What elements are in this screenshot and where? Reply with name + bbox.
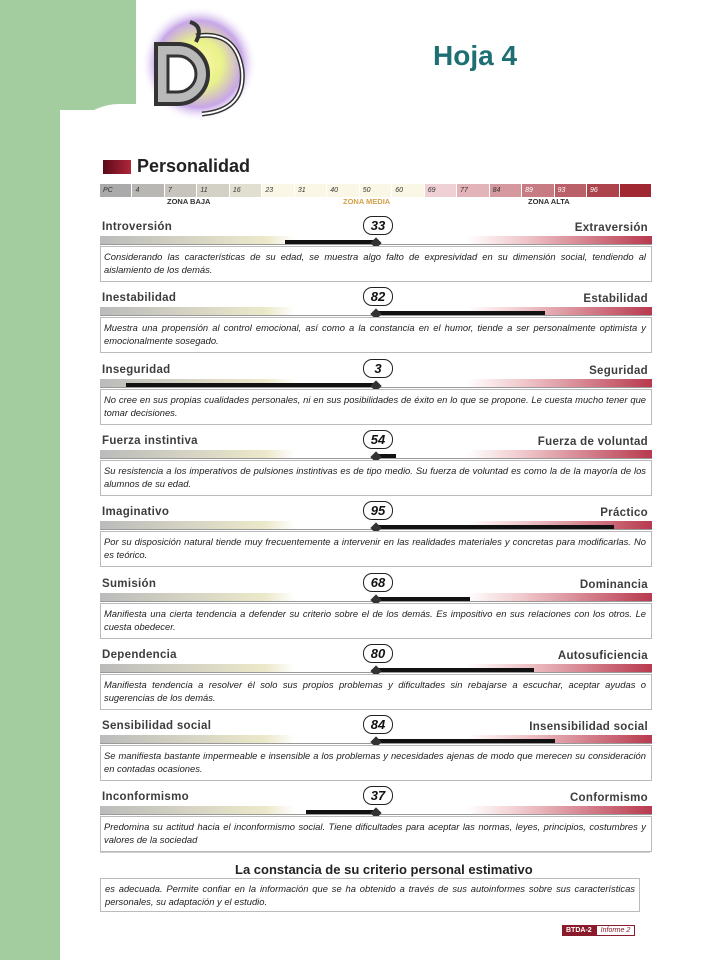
high-pole-bar	[467, 379, 652, 387]
trait-description: Manifiesta tendencia a resolver él solo sus propios problemas y dificultades sin rebajarse a escuchar, aceptar ayudas o sugerencias de los demás.	[104, 678, 646, 703]
score-line	[376, 597, 470, 601]
logo-icon	[138, 6, 260, 128]
low-pole-label: Dependencia	[102, 648, 177, 661]
section-title: Personalidad	[137, 156, 251, 176]
high-pole-label: Extraversión	[574, 222, 648, 234]
score-badge: 95	[363, 501, 393, 520]
percentile-cell: 89	[522, 184, 554, 197]
trait-description: Se manifiesta bastante impermeable e insensible a los problemas y necesidades ajenas de modo que merecen su consideración en contadas ocasiones.	[104, 750, 646, 775]
low-pole-bar	[100, 307, 295, 315]
high-pole-label: Conformismo	[569, 792, 648, 805]
score-badge: 82	[363, 287, 393, 306]
top-green-band	[60, 0, 136, 110]
percentile-strip	[100, 184, 652, 197]
high-pole-label: Seguridad	[589, 364, 648, 377]
score-badge: 84	[363, 715, 393, 734]
low-pole-bar	[100, 806, 295, 814]
percentile-cell: 4	[132, 184, 164, 197]
zone-low-label: ZONA BAJA	[167, 197, 211, 206]
section-header	[103, 156, 250, 177]
score-line	[376, 311, 545, 315]
high-pole-bar	[467, 806, 652, 814]
trait-row	[100, 503, 652, 577]
percentile-cell	[620, 184, 652, 197]
score-badge: 3	[363, 359, 393, 378]
trait-description: No cree en sus propias cualidades personales, ni en sus posibilidades de éxito en lo que se propone. Le cuesta mucho tener que tomar decisiones.	[104, 393, 646, 418]
low-pole-bar	[100, 450, 295, 458]
high-pole-bar	[467, 450, 652, 458]
percentile-cell: 60	[392, 184, 424, 197]
percentile-cell: 96	[587, 184, 619, 197]
low-pole-label: Sensibilidad social	[102, 720, 212, 733]
percentile-cell: 40	[327, 184, 359, 197]
conclusion-title: La constancia de su criterio personal estimativo	[235, 862, 533, 877]
high-pole-label: Insensibilidad social	[529, 721, 648, 734]
trait-row	[100, 645, 652, 720]
score-badge: 37	[363, 786, 393, 805]
percentile-cell: 23	[262, 184, 294, 197]
percentile-cell: 16	[230, 184, 262, 197]
score-line	[306, 810, 376, 814]
trait-row	[100, 360, 652, 435]
report-name: Informe 2	[596, 925, 636, 936]
score-line	[376, 525, 614, 529]
high-pole-bar	[467, 236, 652, 244]
score-line	[376, 668, 534, 672]
percentile-cell: 50	[360, 184, 392, 197]
zone-high-label: ZONA ALTA	[528, 197, 570, 206]
low-pole-bar	[100, 664, 295, 672]
percentile-label: PC	[100, 184, 132, 197]
trait-row	[100, 289, 652, 363]
high-pole-label: Autosuficiencia	[557, 649, 648, 662]
percentile-cell: 7	[165, 184, 197, 197]
low-pole-label: Inestabilidad	[102, 292, 177, 305]
percentile-cell: 11	[197, 184, 229, 197]
trait-description: Predomina su actitud hacia el inconformismo social. Tiene dificultades para aceptar las normas, leyes, principios, costumbres y valores de la sociedad	[104, 821, 646, 846]
low-pole-label: Imaginativo	[102, 506, 170, 519]
percentile-cell: 31	[295, 184, 327, 197]
trait-row	[100, 218, 652, 292]
trait-description: Muestra una propensión al control emocional, así como a la constancia en el humor, tiende a ser personalmente optimista y emocionalmente sosegado.	[104, 322, 646, 347]
low-pole-label: Introversión	[102, 221, 173, 233]
trait-description: Su resistencia a los imperativos de pulsiones instintivas es de tipo medio. Su fuerza de voluntad es como la de la mayoría de los alumnos de su edad.	[104, 464, 646, 489]
zone-mid-label: ZONA MEDIA	[343, 197, 391, 206]
test-code: BTDA-2	[562, 925, 596, 936]
low-pole-label: Inconformismo	[102, 791, 189, 804]
trait-description: Considerando las características de su edad, se muestra algo falto de expresividad en su dimensión social, tendiendo al aislamiento de los demás.	[104, 251, 646, 275]
high-pole-label: Estabilidad	[583, 293, 648, 306]
left-green-band	[0, 0, 60, 960]
score-badge: 33	[363, 216, 393, 235]
low-pole-bar	[100, 735, 295, 743]
score-badge: 68	[363, 573, 393, 592]
percentile-cell: 69	[425, 184, 457, 197]
high-pole-label: Práctico	[600, 507, 648, 520]
percentile-cell: 93	[555, 184, 587, 197]
low-pole-label: Inseguridad	[102, 363, 171, 376]
score-badge: 54	[363, 430, 393, 449]
low-pole-label: Sumisión	[102, 577, 157, 590]
report-footer	[562, 925, 635, 936]
trait-row	[100, 431, 652, 506]
high-pole-label: Dominancia	[579, 578, 648, 591]
trait-description: Manifiesta una cierta tendencia a defender su criterio sobre el de los demás. Es impositivo en sus relaciones con los otros. Le cuesta obedecer.	[104, 607, 646, 632]
high-pole-label: Fuerza de voluntad	[537, 435, 648, 448]
low-pole-bar	[100, 521, 295, 529]
trait-row	[100, 574, 652, 649]
trait-description: Por su disposición natural tiende muy frecuentemente a intervenir en las realidades materiales y concretas para modificarlas. No es teórico.	[104, 536, 646, 561]
low-pole-bar	[100, 236, 295, 244]
trait-row	[100, 717, 652, 791]
slide-title: Hoja 4	[433, 40, 518, 71]
score-badge: 80	[363, 644, 393, 663]
high-pole-bar	[467, 593, 652, 601]
conclusion-text: es adecuada. Permite confiar en la información que se ha obtenido a través de sus autoinformes sobre sus características personales, su adaptación y el estudio.	[100, 878, 640, 912]
low-pole-bar	[100, 593, 295, 601]
low-pole-label: Fuerza instintiva	[102, 434, 198, 447]
percentile-cell: 77	[457, 184, 489, 197]
percentile-cell: 84	[490, 184, 522, 197]
section-color-bar	[103, 160, 131, 174]
divider	[100, 852, 650, 853]
score-line	[376, 739, 555, 743]
score-line	[285, 240, 376, 244]
score-line	[126, 383, 376, 387]
